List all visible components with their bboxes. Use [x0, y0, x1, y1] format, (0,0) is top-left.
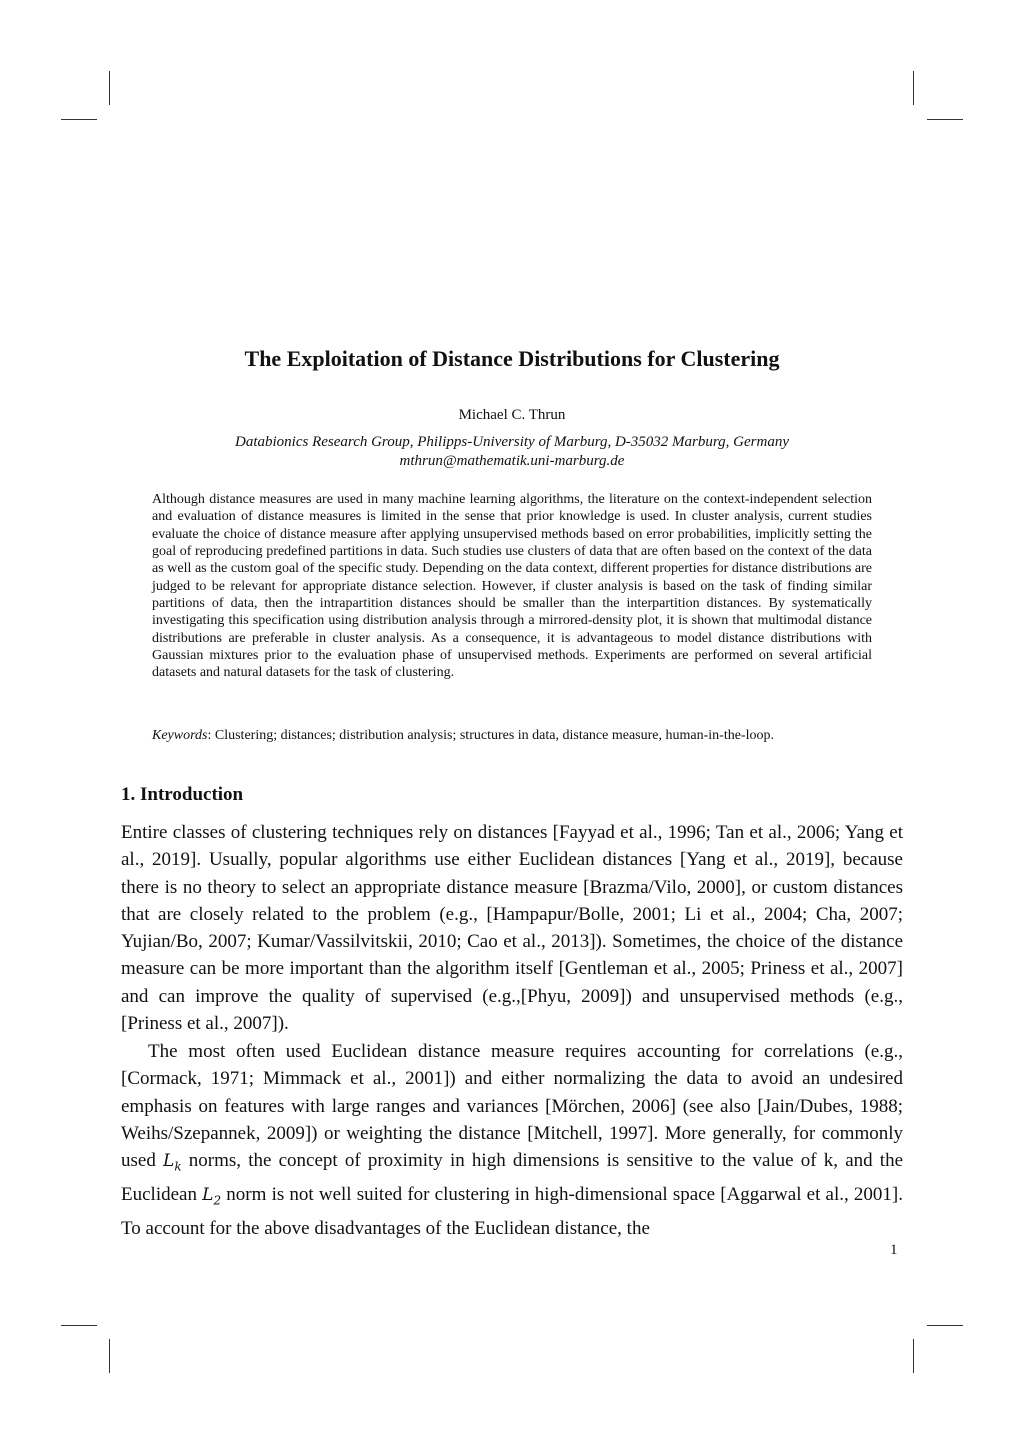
affiliation: Databionics Research Group, Philipps-University of Marburg, D-35032 Marburg, Germany: [235, 434, 789, 450]
page-number: 1: [890, 1242, 898, 1258]
crop-mark-bottom-right-horizontal: [927, 1325, 963, 1326]
crop-mark-top-right-horizontal: [927, 119, 963, 120]
section-heading: 1. Introduction: [121, 784, 244, 805]
crop-mark-bottom-left-vertical: [109, 1339, 110, 1373]
keywords-text: : Clustering; distances; distribution analysis; structures in data, distance measure, human-in-the-loop.: [207, 728, 774, 743]
keywords-label: Keywords: [152, 728, 208, 743]
body-paragraph-1: Entire classes of clustering techniques rely on distances [Fayyad et al., 1996; Tan et al., 2006; Yang et al., 2019]. Usually, popular algorithms use either Euclidean distances [Yang et al., 2019], because there is no theory to select an appropriate distance measure [Brazma/Vilo, 2000], or custom distances that are closely related to the problem (e.g., [Hampapur/Bolle, 2001; Li et al., 2004; Cha, 2007; Yujian/Bo, 2007; Kumar/Vassilvitskii, 2010; Cao et al., 2013]). Sometimes, the choice of the distance measure can be more important than the algorithm itself [Gentleman et al., 2005; Priness et al., 2007] and can improve the quality of supervised (e.g.,[Phyu, 2009]) and unsupervised methods (e.g., [Priness et al., 2007]).: [121, 822, 903, 1035]
body-paragraph-2: [121, 1038, 903, 1242]
keywords: [152, 727, 872, 745]
crop-mark-bottom-left-horizontal: [61, 1325, 97, 1326]
math-lk-norm: $L_k$: [163, 1151, 182, 1174]
paragraph2-text-1: The most often used Euclidean distance measure requires accounting for correlations (e.g., [Cormack, 1971; Mimmack et al., 2001]) and either normalizing the data to avoid an undesired emphasis on features with large ranges and variances [Mörchen, 2006] (see also [Jain/Dubes, 1988; Weihs/Szepannek, 2009]) or weighting the distance [Mitchell, 1997]. More generally, for commonly used: [121, 1041, 903, 1172]
paragraph2-text-2: norms, the concept of proximity in high dimensions is sensitive to the value of k, and the Euclidean: [121, 1150, 904, 1205]
math-l2-norm: $L_2$: [202, 1184, 222, 1208]
author-block: [0, 433, 1024, 471]
author-name: Michael C. Thrun: [458, 407, 566, 423]
abstract: Although distance measures are used in many machine learning algorithms, the literature on the context-independent selection and evaluation of distance measures is limited in the sense that prior knowledge is used. In cluster analysis, current studies evaluate the choice of distance measure after applying unsupervised methods based on error probabilities, implicitly setting the goal of reproducing predefined partitions in data. Such studies use clusters of data that are often based on the context of the data as well as the custom goal of the specific study. Depending on the data context, different properties for distance distributions are judged to be relevant for appropriate distance selection. However, if cluster analysis is based on the task of finding similar partitions of data, then the intrapartition distances should be smaller than the interpartition distances. By systematically investigating this specification using distribution analysis through a mirrored-density plot, it is shown that multimodal distance distributions are preferable in cluster analysis. As a consequence, it is advantageous to model distance distributions with Gaussian mixtures prior to the evaluation phase of unsupervised methods. Experiments are performed on several artificial datasets and natural datasets for the task of clustering.: [152, 492, 872, 681]
crop-mark-top-right-vertical: [913, 71, 914, 105]
crop-mark-top-left-vertical: [109, 71, 110, 105]
crop-mark-bottom-right-vertical: [913, 1339, 914, 1373]
author-email[interactable]: mthrun@mathematik.uni-marburg.de: [399, 453, 625, 469]
paragraph2-text-3: norm is not well suited for clustering in high-dimensional space [Aggarwal et al., 2001]. To account for the above disadvantages of the Euclidean distance, the: [121, 1183, 904, 1239]
crop-mark-top-left-horizontal: [61, 119, 97, 120]
paper-title: The Exploitation of Distance Distributions for Clustering: [244, 346, 780, 371]
